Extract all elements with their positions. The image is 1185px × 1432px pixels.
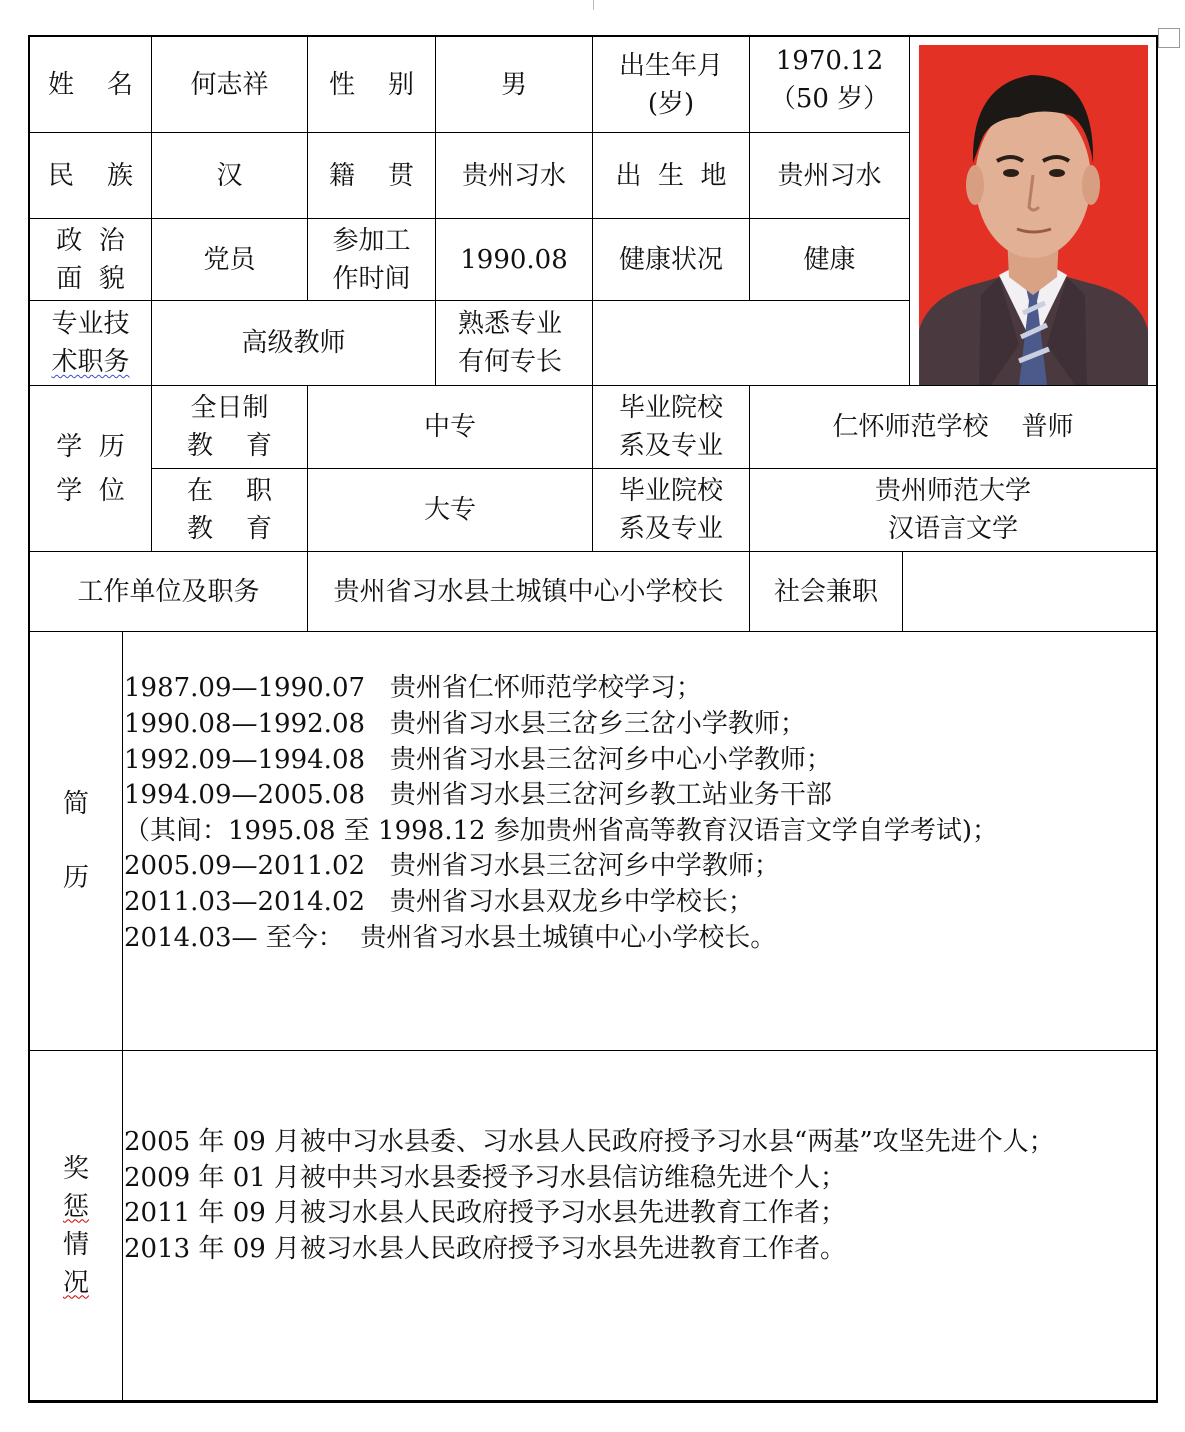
award-entry: 2013 年 09 月被习水县人民政府授予习水县先进教育工作者。 (124, 1234, 847, 1264)
parttime-degree-value: 大专 (423, 495, 476, 525)
award-entry: 2005 年 09 月被中习水县委、习水县人民政府授予习水县“两基”攻坚先进个人； (124, 1127, 1055, 1157)
resume-entry: 2014.03— 至今： 贵州省习水县土城镇中心小学校长。 (124, 923, 777, 953)
work-start-label: 参加工 作时间 (332, 225, 411, 294)
specialty-value (593, 301, 909, 385)
fulltime-degree-value: 中专 (423, 412, 476, 442)
resume-entry: 1994.09—2005.08 贵州省习水县三岔河乡教工站业务干部 (124, 780, 832, 810)
birth-value: 1970.12 （50 岁） (769, 45, 890, 114)
specialty-label: 熟悉专业 有何专长 (458, 309, 563, 377)
portrait-photo (919, 45, 1148, 385)
workplace-value: 贵州省习水县土城镇中心小学校长 (333, 576, 724, 607)
work-start-value: 1990.08 (460, 244, 568, 275)
health-label: 健康状况 (618, 244, 723, 275)
political-value: 党员 (203, 244, 256, 275)
birth-label: 出生年月 (岁) (618, 50, 723, 119)
resume-entry: 1992.09—1994.08 贵州省习水县三岔河乡中心小学教师； (124, 745, 832, 775)
education-label: 学 历 学 位 (56, 431, 125, 506)
resume-entry: 1987.09—1990.07 贵州省仁怀师范学校学习； (124, 673, 702, 703)
parttime-label: 在 职 教 育 (186, 476, 273, 544)
birthplace-value: 贵州习水 (777, 160, 882, 191)
political-label: 政 治 面 貌 (56, 225, 125, 294)
page-corner-marker-icon (1158, 28, 1180, 48)
title-label: 专业技 术职务 (51, 309, 130, 377)
side-job-label: 社会兼职 (773, 576, 878, 607)
native-place-label: 籍 贯 (328, 160, 415, 191)
native-place-value: 贵州习水 (461, 160, 566, 191)
health-value: 健康 (803, 244, 856, 275)
name-label: 姓 名 (47, 69, 134, 100)
awards-label: 奖 惩 情 况 (62, 1153, 89, 1298)
name-value: 何志祥 (190, 69, 269, 100)
birthplace-label: 出 生 地 (615, 160, 727, 191)
title-value: 高级教师 (241, 328, 346, 358)
parttime-school-value: 贵州师范大学 汉语言文学 (874, 476, 1031, 544)
side-job-value (903, 552, 1156, 631)
award-entry: 2009 年 01 月被中共习水县委授予习水县信访维稳先进个人； (124, 1163, 847, 1193)
resume-label: 简 历 (62, 789, 89, 893)
award-entry: 2011 年 09 月被习水县人民政府授予习水县先进教育工作者； (124, 1198, 847, 1228)
page-top-tick (593, 0, 594, 10)
fulltime-school-value: 仁怀师范学校 普师 (832, 412, 1074, 442)
ethnicity-label: 民 族 (47, 160, 134, 191)
resume-entry: 1990.08—1992.08 贵州省习水县三岔乡三岔小学教师； (124, 709, 806, 739)
resume-entry: （其间：1995.08 至 1998.12 参加贵州省高等教育汉语言文学自学考试)； (124, 816, 998, 846)
ethnicity-value: 汉 (216, 160, 243, 191)
school2-label: 毕业院校 系及专业 (618, 476, 723, 544)
portrait-photo-drawing (919, 45, 1148, 385)
gender-value: 男 (500, 69, 527, 100)
resume-entry: 2005.09—2011.02 贵州省习水县三岔河乡中学教师； (124, 851, 780, 881)
workplace-label: 工作单位及职务 (77, 576, 260, 607)
resume-entry: 2011.03—2014.02 贵州省习水县双龙乡中学校长； (124, 887, 754, 917)
gender-label: 性 别 (328, 69, 415, 100)
fulltime-label: 全日制 教 育 (186, 393, 273, 461)
school1-label: 毕业院校 系及专业 (618, 393, 723, 461)
